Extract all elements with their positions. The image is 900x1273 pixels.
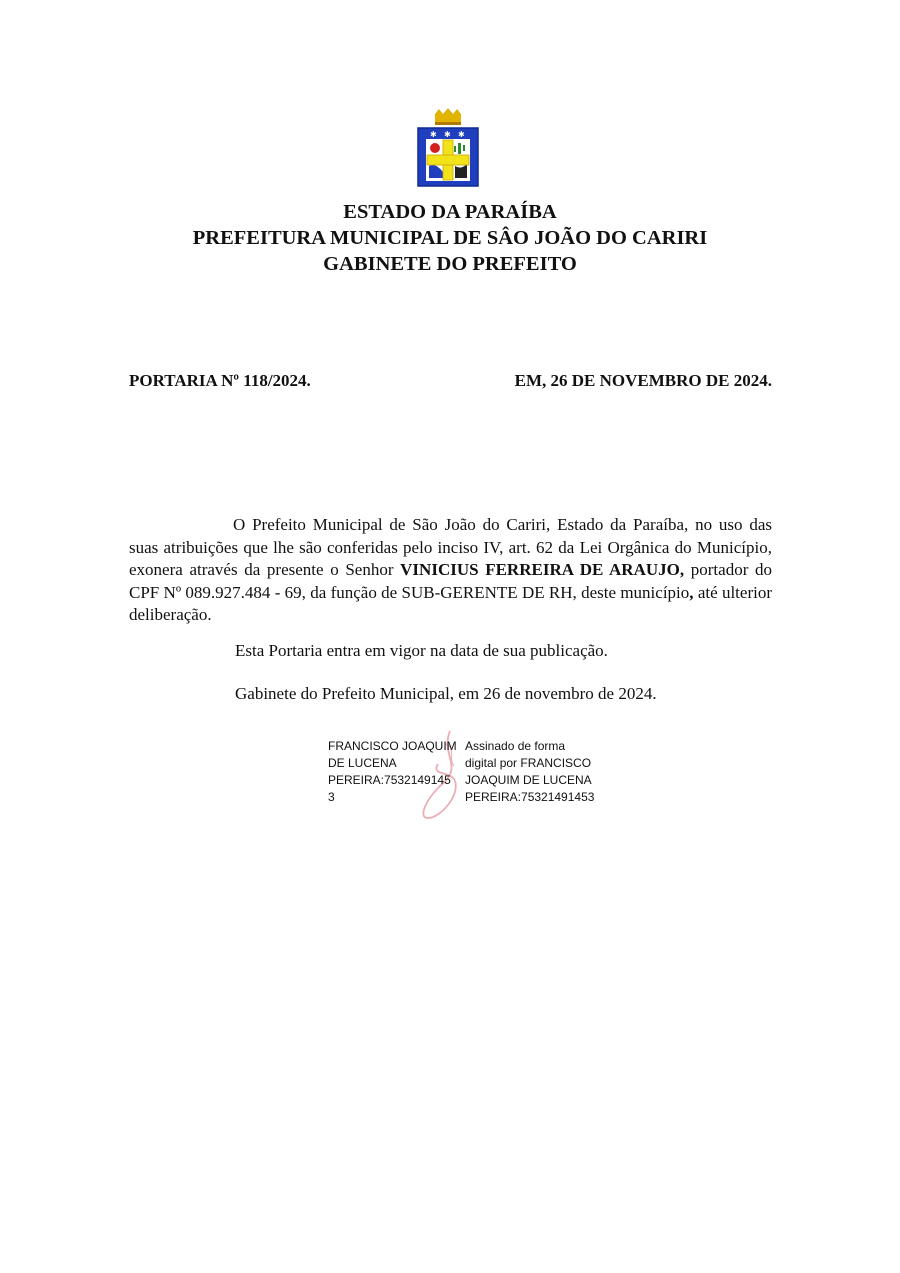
signature-info-line: Assinado de forma — [465, 739, 566, 753]
body-text-part-c: até ulterior deliberação. — [129, 582, 772, 624]
signer-line: 3 — [328, 790, 335, 804]
body-text-part-b: portador do CPF Nº 089.927.484 - 69, da função de SUB-GERENTE DE RH, deste município — [129, 560, 773, 602]
signer-line: DE LUCENA — [328, 756, 397, 770]
signer-line: FRANCISCO JOAQUIM — [328, 739, 457, 753]
exonerated-person-name: VINICIUS FERREIRA DE ARAUJO, — [400, 560, 685, 579]
portaria-date: EM, 26 DE NOVEMBRO DE 2024. — [514, 371, 772, 390]
closing-paragraph: Gabinete do Prefeito Municipal, em 26 de novembro de 2024. — [235, 684, 657, 703]
body-text-comma: , — [689, 582, 694, 602]
signer-name-block — [328, 738, 468, 806]
portaria-number: PORTARIA Nº 118/2024. — [129, 371, 311, 390]
svg-text:✱: ✱ — [444, 130, 451, 139]
digital-signature — [328, 738, 618, 822]
effective-date-paragraph: Esta Portaria entra em vigor na data de sua publicação. — [235, 641, 608, 660]
svg-text:✱: ✱ — [458, 130, 465, 139]
signature-info-line: JOAQUIM DE LUCENA — [465, 773, 592, 787]
header-state: ESTADO DA PARAÍBA — [343, 201, 557, 223]
portaria-body-paragraph — [129, 514, 772, 627]
signature-info-line: digital por FRANCISCO — [465, 756, 592, 770]
signature-info-block — [465, 738, 615, 806]
body-text-part-a: O Prefeito Municipal de São João do Cariri, Estado da Paraíba, no uso das suas atribuições que lhe são conferidas pelo inciso IV, art. 62 da Lei Orgânica do Município, exonera através da presente o Senhor — [129, 515, 772, 579]
signature-info-line: PEREIRA:75321491453 — [465, 790, 595, 804]
header-office: GABINETE DO PREFEITO — [323, 253, 577, 275]
document-header — [0, 199, 900, 277]
coat-of-arms-icon — [415, 108, 481, 192]
signer-line: PEREIRA:7532149145 — [328, 773, 451, 787]
svg-text:✱: ✱ — [430, 130, 437, 139]
header-municipality: PREFEITURA MUNICIPAL DE SÂO JOÃO DO CARIRI — [192, 227, 708, 249]
